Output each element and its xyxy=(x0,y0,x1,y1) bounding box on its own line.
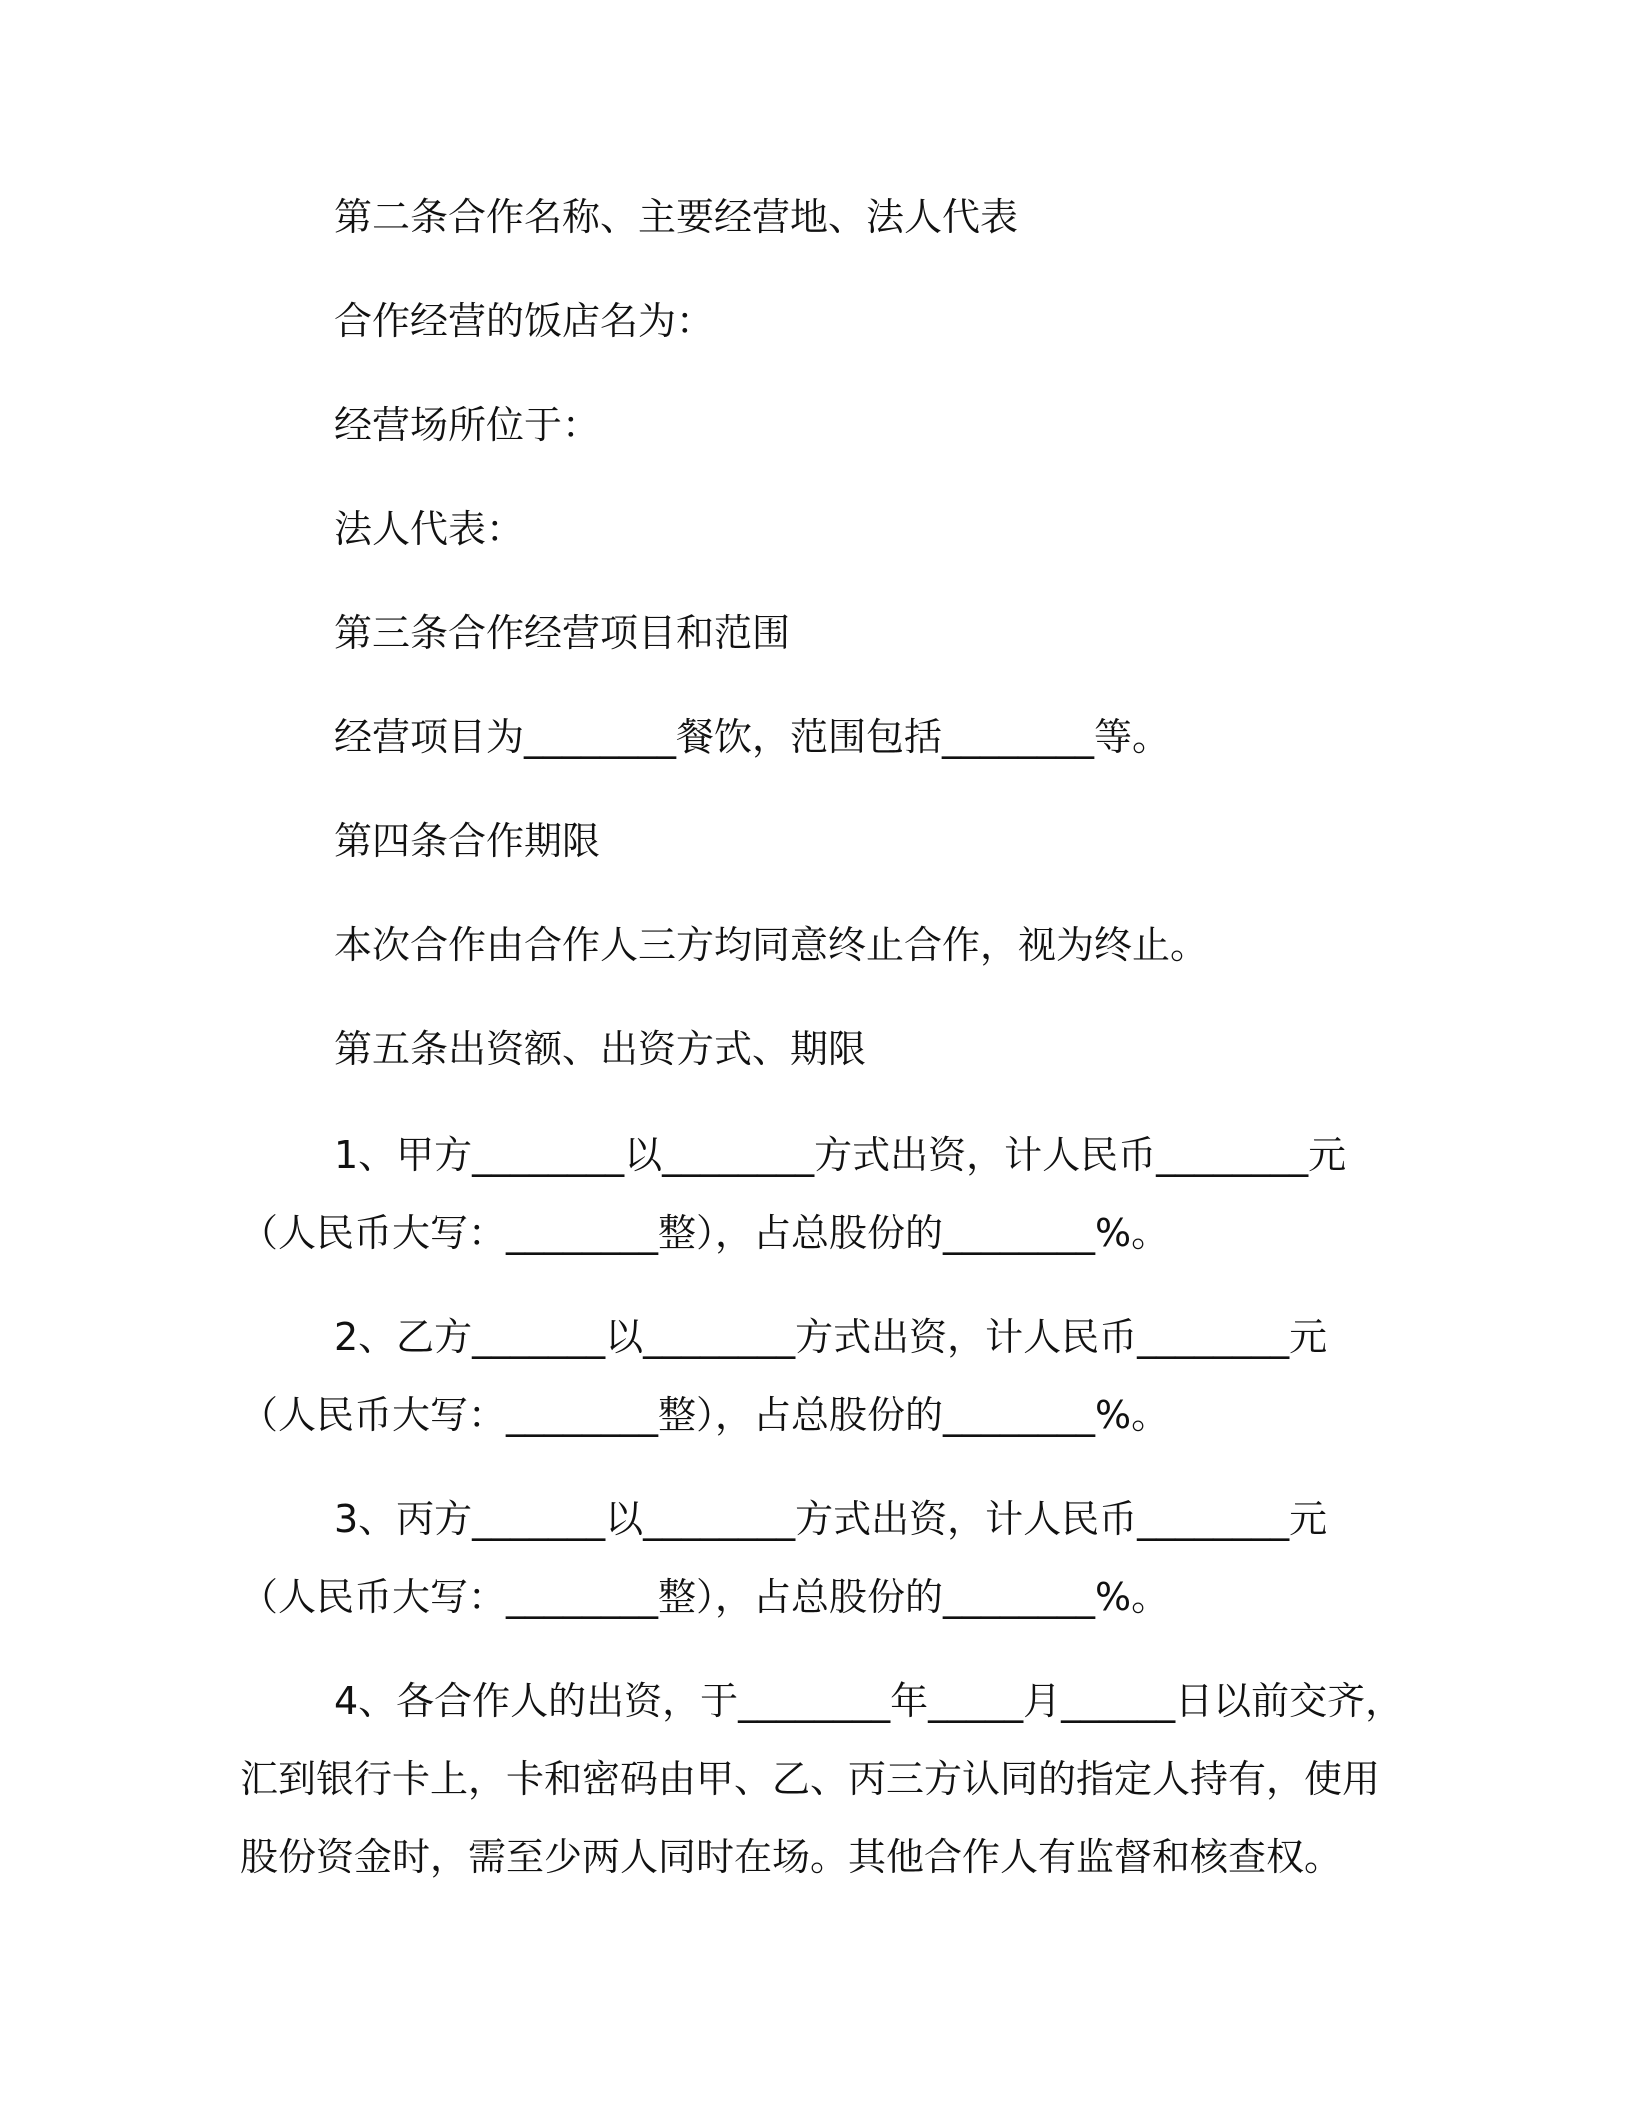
restaurant-name-line: 合作经营的饭店名为： xyxy=(334,299,715,343)
party-a-contribution-line-1: 1、甲方________以________方式出资，计人民币________元 xyxy=(334,1133,1347,1177)
party-b-contribution-line-1: 2、乙方_______以________方式出资，计人民币________元 xyxy=(334,1315,1328,1359)
business-location-line: 经营场所位于： xyxy=(334,403,601,447)
party-b-contribution-line-2: （人民币大写：________整），占总股份的________%。 xyxy=(240,1393,1170,1437)
cooperation-term-line: 本次合作由合作人三方均同意终止合作，视为终止。 xyxy=(334,923,1209,967)
article-2-heading: 第二条合作名称、主要经营地、法人代表 xyxy=(334,195,1019,239)
contribution-deadline-line-3: 股份资金时，需至少两人同时在场。其他合作人有监督和核查权。 xyxy=(240,1835,1343,1879)
article-5-heading: 第五条出资额、出资方式、期限 xyxy=(334,1027,867,1071)
article-3-heading: 第三条合作经营项目和范围 xyxy=(334,611,791,655)
party-a-contribution-line-2: （人民币大写：________整），占总股份的________%。 xyxy=(240,1211,1170,1255)
party-c-contribution-line-1: 3、丙方_______以________方式出资，计人民币________元 xyxy=(334,1497,1328,1541)
contribution-deadline-line-1: 4、各合作人的出资，于________年_____月______日以前交齐， xyxy=(334,1679,1404,1723)
legal-representative-line: 法人代表： xyxy=(334,507,525,551)
contribution-deadline-line-2: 汇到银行卡上，卡和密码由甲、乙、丙三方认同的指定人持有，使用 xyxy=(240,1757,1381,1801)
business-scope-line: 经营项目为________餐饮，范围包括________等。 xyxy=(334,715,1171,759)
article-4-heading: 第四条合作期限 xyxy=(334,819,601,863)
party-c-contribution-line-2: （人民币大写：________整），占总股份的________%。 xyxy=(240,1575,1170,1619)
